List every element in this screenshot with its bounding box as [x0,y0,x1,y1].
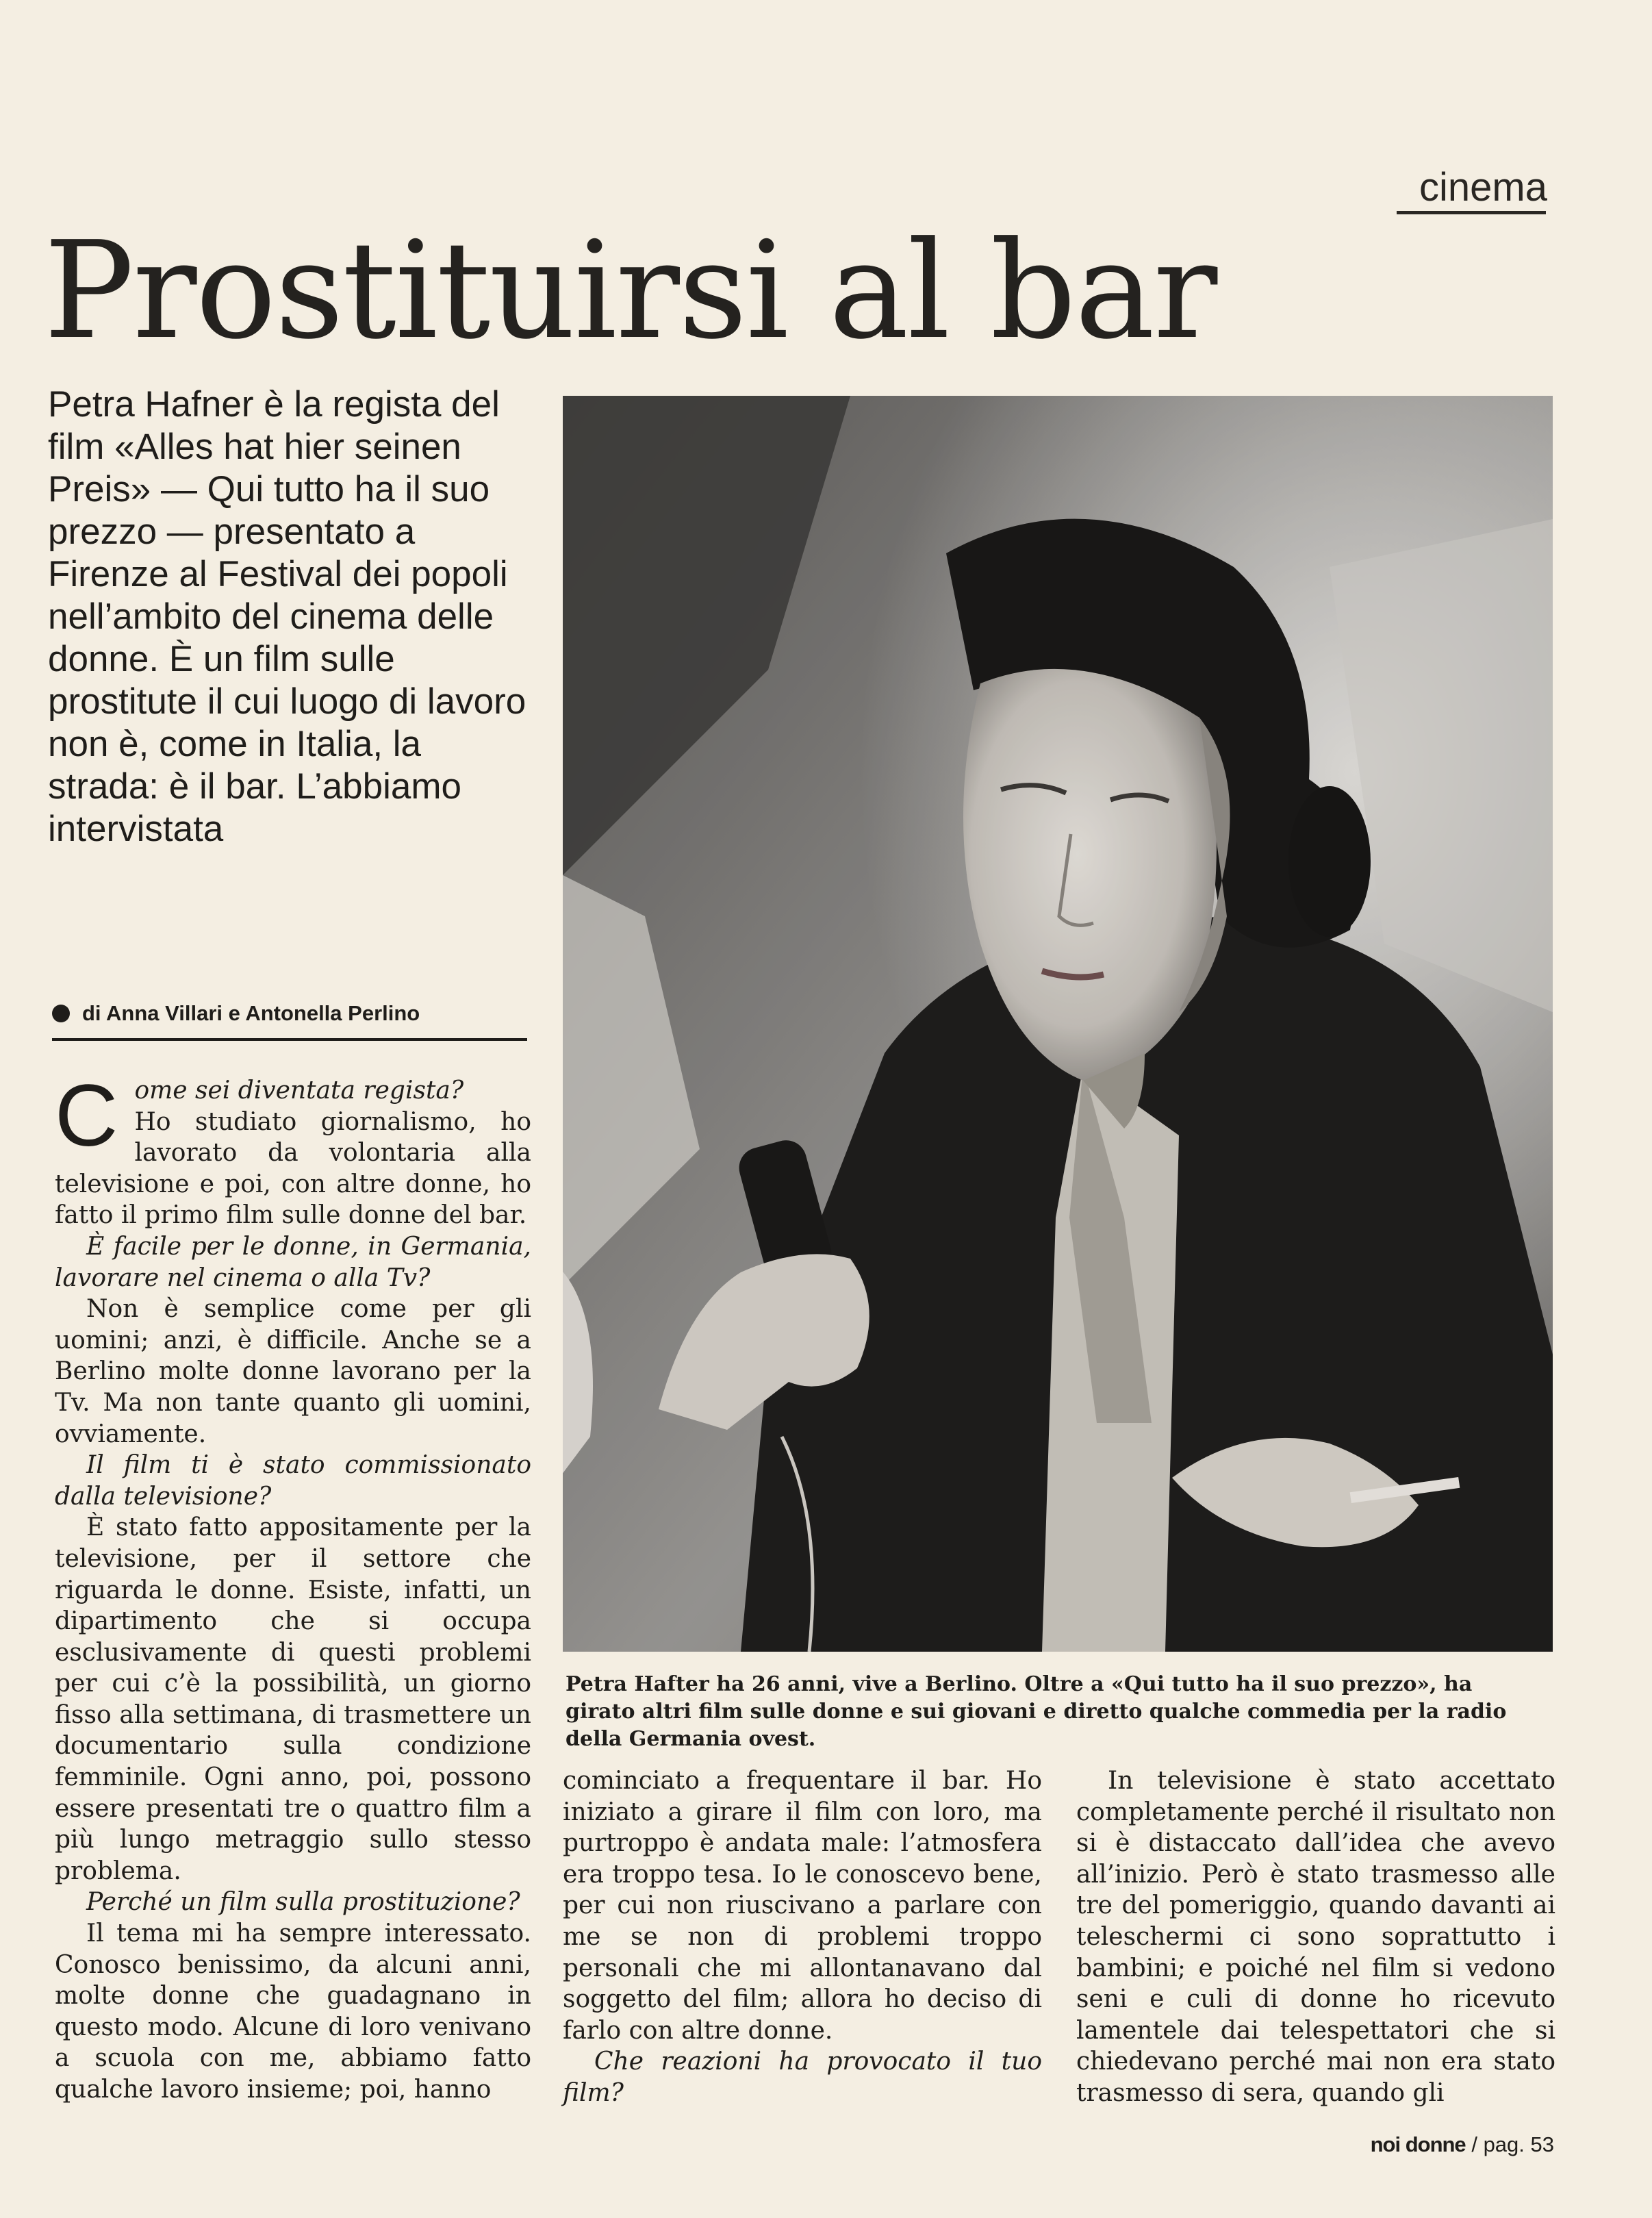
portrait-photo [563,396,1553,1652]
footer-separator: / [1471,2132,1477,2156]
section-label: cinema [1419,165,1547,210]
answer-4: Il tema mi ha sempre interessato. Conosco benissimo, da alcuni anni, molte donne che guadagnano in questo modo. Alcune di loro venivano a scuola con me, abbiamo fatto qualche lavoro insieme; poi, hanno [55,1919,531,2104]
byline-text: di Anna Villari e Antonella Perlino [82,1001,420,1025]
byline-rule [52,1038,527,1041]
byline [52,1001,531,1026]
answer-4-continued: cominciato a frequentare il bar. Ho iniziato a girare il film con loro, ma purtroppo è andata male: l’atmosfera era troppo tesa. Io le conoscevo bene, per cui non riuscivano a parlare con me se non di problemi troppo personali che mi allontanavano dal soggetto del film; allora ho deciso di farlo con altre donne. [563,1767,1042,2045]
intro-standfirst: Petra Hafner è la regista del film «Alles hat hier seinen Preis» — Qui tutto ha il suo prezzo — presentato a Firenze al Festival dei popoli nell’ambito del cinema delle donne. È un film sulle prostitute il cui luogo di lavoro non è, come in Italia, la strada: è il bar. L’abbiamo intervistata [48,384,526,849]
headline: Prostituirsi al bar [44,213,1217,369]
page-footer [1301,2132,1554,2157]
article-column-2 [563,1765,1042,2109]
question-4: Perché un film sulla prostituzione? [86,1888,520,1917]
magazine-name: noi donne [1370,2132,1466,2156]
answer-3: È stato fatto appositamente per la televisione, per il settore che riguarda le donne. Esiste, infatti, un dipartimento che si occupa esclusivamente di questi problemi per cui c’è la possibilità, un giorno fisso alla settimana, di trasmettere un documentario sulla condizione femminile. Ogni anno, poi, possono essere presentati tre o quattro film a più lungo metraggio sullo stesso problema. [55,1513,531,1885]
bullet-icon [52,1005,70,1022]
answer-1: Ho studiato giornalismo, ho lavorato da volontaria alla televisione e poi, con altre donne, ho fatto il primo film sulle donne del bar. [55,1107,531,1230]
question-3: Il film ti è stato commissionato dalla televisione? [55,1451,531,1511]
article-column-3 [1076,1765,1555,2109]
drop-cap: C [55,1067,118,1165]
question-1: ome sei diventata regista? [134,1076,464,1105]
section-underline [1397,211,1546,214]
photo-caption: Petra Hafter ha 26 anni, vive a Berlino. Oltre a «Qui tutto ha il suo prezzo», ha girato altri film sulle donne e sui giovani e diretto qualche commedia per la radio della Germania ovest. [566,1672,1507,1751]
question-5: Che reazioni ha provocato il tuo film? [563,2047,1042,2107]
answer-2: Non è semplice come per gli uomini; anzi, è difficile. Anche se a Berlino molte donne lavorano per la Tv. Ma non tante quanto gli uomini, ovviamente. [55,1295,531,1448]
question-2: È facile per le donne, in Germania, lavorare nel cinema o alla Tv? [55,1232,531,1292]
answer-5: In televisione è stato accettato completamente perché il risultato non si è distaccato dall’idea che avevo all’inizio. Però è stato trasmesso alle tre del pomeriggio, quando davanti ai teleschermi ci sono soprattutto i bambini; e poiché nel film si vedono seni e culi di donne ho ricevuto lamentele dai telespettatori che si chiedevano perché mai non era stato trasmesso di sera, quando gli [1076,1767,1555,2107]
page-number: pag. 53 [1483,2132,1554,2156]
article-column-1 [55,1067,531,2106]
